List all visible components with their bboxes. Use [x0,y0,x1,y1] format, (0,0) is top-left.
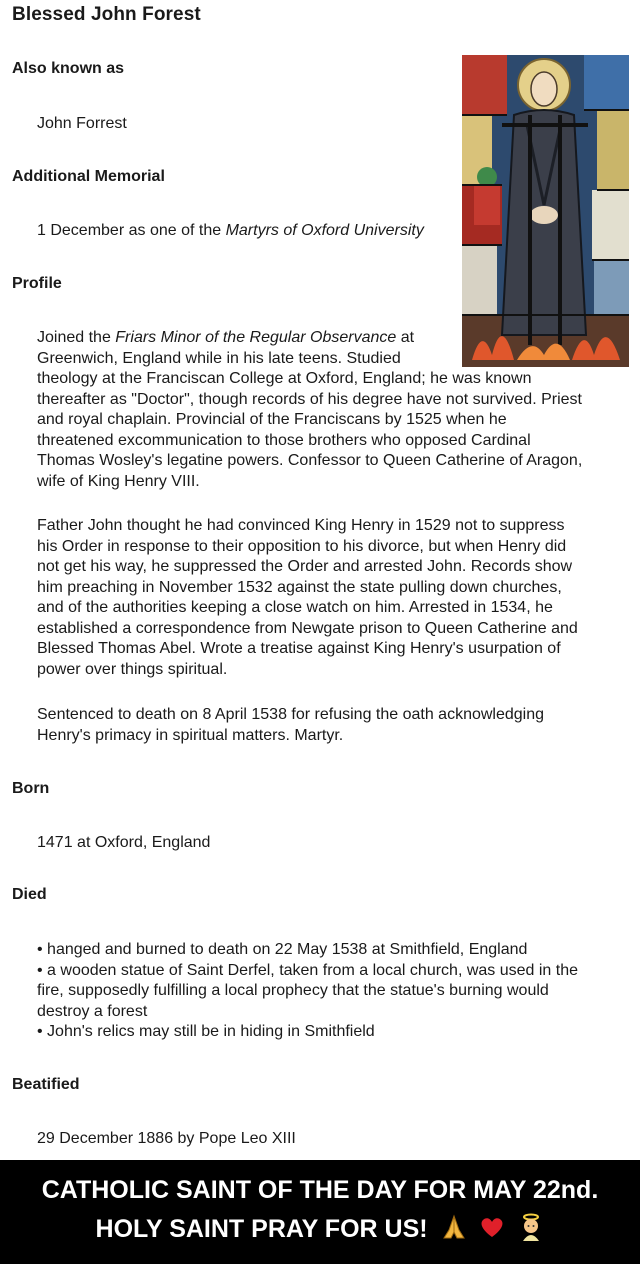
profile-p1-line-2: Greenwich, England while in his late teens. Studied [37,349,401,367]
profile-p1-line-5: and royal chaplain. Provincial of the Franciscans by 1525 when he [37,411,507,428]
profile-p3-line: Sentenced to death on 8 April 1538 for refusing the oath acknowledging [37,706,545,723]
profile-p3-line: Henry's primacy in spiritual matters. Martyr. [37,726,344,744]
heading-born: Born [12,780,50,797]
heading-additional-memorial: Additional Memorial [12,168,165,185]
memorial-prefix: 1 December as one of the [37,222,226,239]
memorial-link[interactable]: Martyrs of Oxford University [225,222,424,239]
caption-banner [0,1160,640,1264]
stained-glass-image [462,55,629,367]
profile-p1-line-8: wife of King Henry VIII. [37,472,200,490]
heading-beatified: Beatified [12,1076,80,1093]
heading-died: Died [12,886,47,903]
died-item: • a wooden statue of Saint Derfel, taken from a local church, was used in the [37,961,579,979]
heading-profile: Profile [12,275,62,292]
profile-p1-line-4: thereafter as "Doctor", though records of his degree have not survived. Priest [37,390,582,408]
beatified-value: 29 December 1886 by Pope Leo XIII [37,1130,296,1147]
red-heart-icon [479,1215,505,1246]
profile-p2-line: established a correspondence from Newgate prison to Queen Catherine and [37,619,578,637]
profile-paragraph-3 [37,705,633,746]
profile-paragraph-2 [37,516,633,680]
banner-line-1: CATHOLIC SAINT OF THE DAY FOR MAY 22nd. [41,1176,599,1204]
banner-line-2 [0,1213,640,1248]
died-item: • John's relics may still be in hiding in Smithfield [37,1023,375,1040]
profile-p2-line: power over things spiritual. [37,660,228,678]
profile-p2-line: Blessed Thomas Abel. Wrote a treatise against King Henry's usurpation of [37,640,561,657]
died-item-continued: destroy a forest [37,1002,148,1020]
profile-p2-line: Father John thought he had convinced King Henry in 1529 not to suppress [37,517,565,534]
profile-p2-line: him preaching in November 1532 against the state pulling down churches, [37,578,562,596]
additional-memorial-value [37,221,424,242]
profile-p2-line: his Order in response to their opposition to his divorce, but when Henry did [37,537,567,555]
baby-angel-icon [518,1213,544,1248]
profile-p1-line-1: Joined the Friars Minor of the Regular Observance at [37,329,415,346]
profile-paragraph-1 [37,328,633,492]
friars-minor-link[interactable]: Friars Minor of the Regular Observance [115,329,397,346]
died-list [37,940,633,1043]
also-known-as-value: John Forrest [37,115,127,132]
died-item-continued: fire, supposedly fulfilling a local prophecy that the statue's burning would [37,982,549,999]
banner-line-2-text: HOLY SAINT PRAY FOR US! [95,1215,428,1244]
died-item: • hanged and burned to death on 22 May 1538 at Smithfield, England [37,941,528,958]
page-title: Blessed John Forest [12,4,201,25]
profile-p1-line-7: Thomas Wosley's legatine powers. Confessor to Queen Catherine of Aragon, [37,452,583,469]
profile-p1-line-3: theology at the Franciscan College at Oxford, England; he was known [37,370,532,387]
praying-hands-icon [441,1214,467,1247]
profile-p1-line-6: threatened excommunication to those brothers who opposed Cardinal [37,431,531,449]
heading-also-known-as: Also known as [12,60,125,77]
born-value: 1471 at Oxford, England [37,834,211,851]
profile-p2-line: not get his way, he suppressed the Order and arrested John. Records show [37,558,573,575]
profile-p2-line: and of the authorities keeping a close watch on him. Arrested in 1534, he [37,599,553,616]
